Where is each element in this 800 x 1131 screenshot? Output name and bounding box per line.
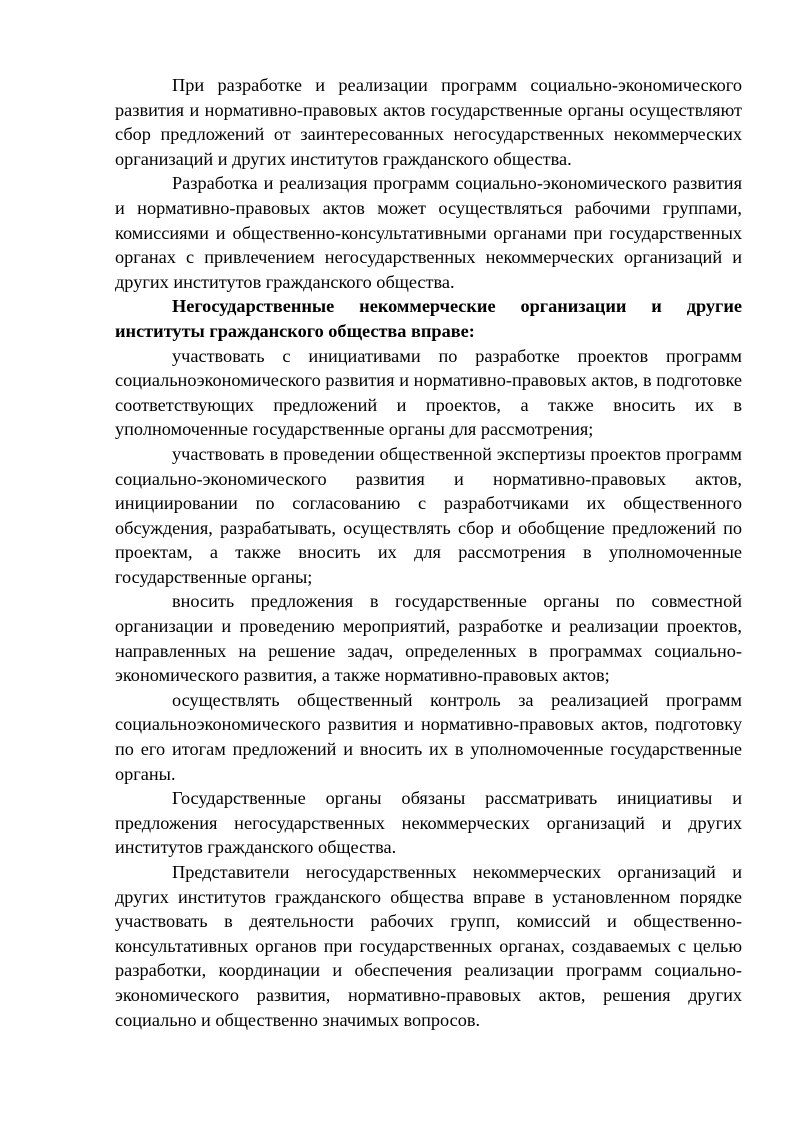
paragraph-right-expertise: участвовать в проведении общественной экспертизы проектов программ социально-экономического развития и нормативно-правовых актов, инициировании по согласованию с разработчиками их общественного обсуждения, разрабатывать, осуществлять сбор и обобщение предложений по проектам, а также вносить их для рассмотрения в уполномоченные государственные органы; [115, 443, 742, 587]
paragraph-right-initiatives: участвовать с инициативами по разработке проектов программ социальноэкономического развития и нормативно-правовых актов, в подготовке соответствующих предложений и проектов, а также вносить их в уполномоченные государственные органы для рассмотрения; [115, 345, 742, 440]
paragraph-working-groups: Разработка и реализация программ социально-экономического развития и нормативно-правовых актов может осуществляться рабочими группами, комиссиями и общественно-консультативными органами при государственных органах с привлечением негосударственных некоммерческих организаций и других институтов гражданского общества. [115, 173, 742, 292]
paragraph-state-obligation: Государственные органы обязаны рассматривать инициативы и предложения негосударственных некоммерческих организаций и других институтов гражданского общества. [115, 788, 742, 858]
paragraph-proposal-collection: При разработке и реализации программ социально-экономического развития и нормативно-правовых актов государственные органы осуществляют сбор предложений от заинтересованных негосударственных некоммерческих организаций и других институтов гражданского общества. [115, 75, 742, 169]
paragraph-right-proposals: вносить предложения в государственные органы по совместной организации и проведению мероприятий, разработке и реализации проектов, направленных на решение задач, определенных в программах социально-экономического развития, а также нормативно-правовых актов; [115, 591, 742, 686]
paragraph-representatives: Представители негосударственных некоммерческих организаций и других институтов гражданского общества вправе в установленном порядке участвовать в деятельности рабочих групп, комиссий и общественно-консультативных органов при государственных органах, создаваемых с целью разработки, координации и обеспечения реализации программ социально-экономического развития, нормативно-правовых актов, решения других социально и общественно значимых вопросов. [115, 862, 742, 1030]
document-page [115, 73, 742, 1032]
paragraph-rights-heading: Негосударственные некоммерческие организации и другие институты гражданского общества вправе: [115, 296, 742, 341]
paragraph-right-control: осуществлять общественный контроль за реализацией программ социальноэкономического развития и нормативно-правовых актов, подготовку по его итогам предложений и вносить их в уполномоченные государственные органы. [115, 689, 742, 784]
